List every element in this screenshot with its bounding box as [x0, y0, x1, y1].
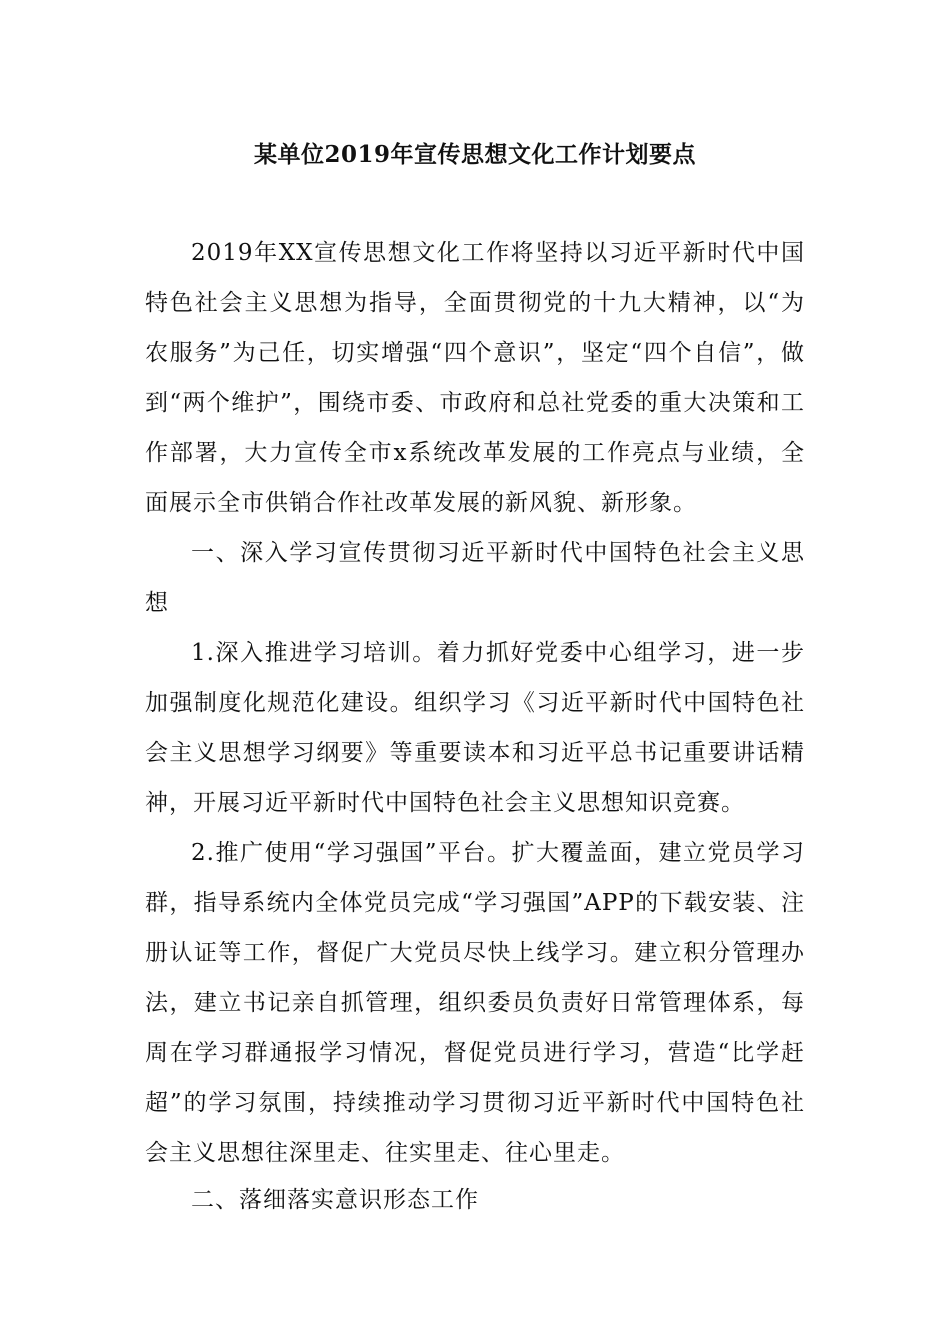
section-heading-2: 二、落细落实意识形态工作	[191, 1187, 479, 1213]
intro-paragraph: 2019年XX宣传思想文化工作将坚持以习近平新时代中国特色社会主义思想为指导，全面贯彻党的十九大精神，以“为农服务”为己任，切实增强“四个意识”，坚定“四个自信”，做到“两个维护”，围绕市委、市政府和总社党委的重大决策和工作部署，大力宣传全市x系统改革发展的工作亮点与业绩，全面展示全市供销合作社改革发展的新风貌、新形象。	[145, 240, 805, 516]
item-paragraph-2: 2.推广使用“学习强国”平台。扩大覆盖面，建立党员学习群，指导系统内全体党员完成“学习强国”APP的下载安装、注册认证等工作，督促广大党员尽快上线学习。建立积分管理办法，建立书记亲自抓管理，组织委员负责好日常管理体系，每周在学习群通报学习情况，督促党员进行学习，营造“比学赶超”的学习氛围，持续推动学习贯彻习近平新时代中国特色社会主义思想往深里走、往实里走、往心里走。	[145, 840, 805, 1166]
item-paragraph-1: 1.深入推进学习培训。着力抓好党委中心组学习，进一步加强制度化规范化建设。组织学习《习近平新时代中国特色社会主义思想学习纲要》等重要读本和习近平总书记重要讲话精神，开展习近平新时代中国特色社会主义思想知识竞赛。	[145, 640, 805, 816]
document-title: 某单位2019年宣传思想文化工作计划要点	[253, 141, 696, 168]
section-heading-1: 一、深入学习宣传贯彻习近平新时代中国特色社会主义思想	[145, 540, 805, 616]
